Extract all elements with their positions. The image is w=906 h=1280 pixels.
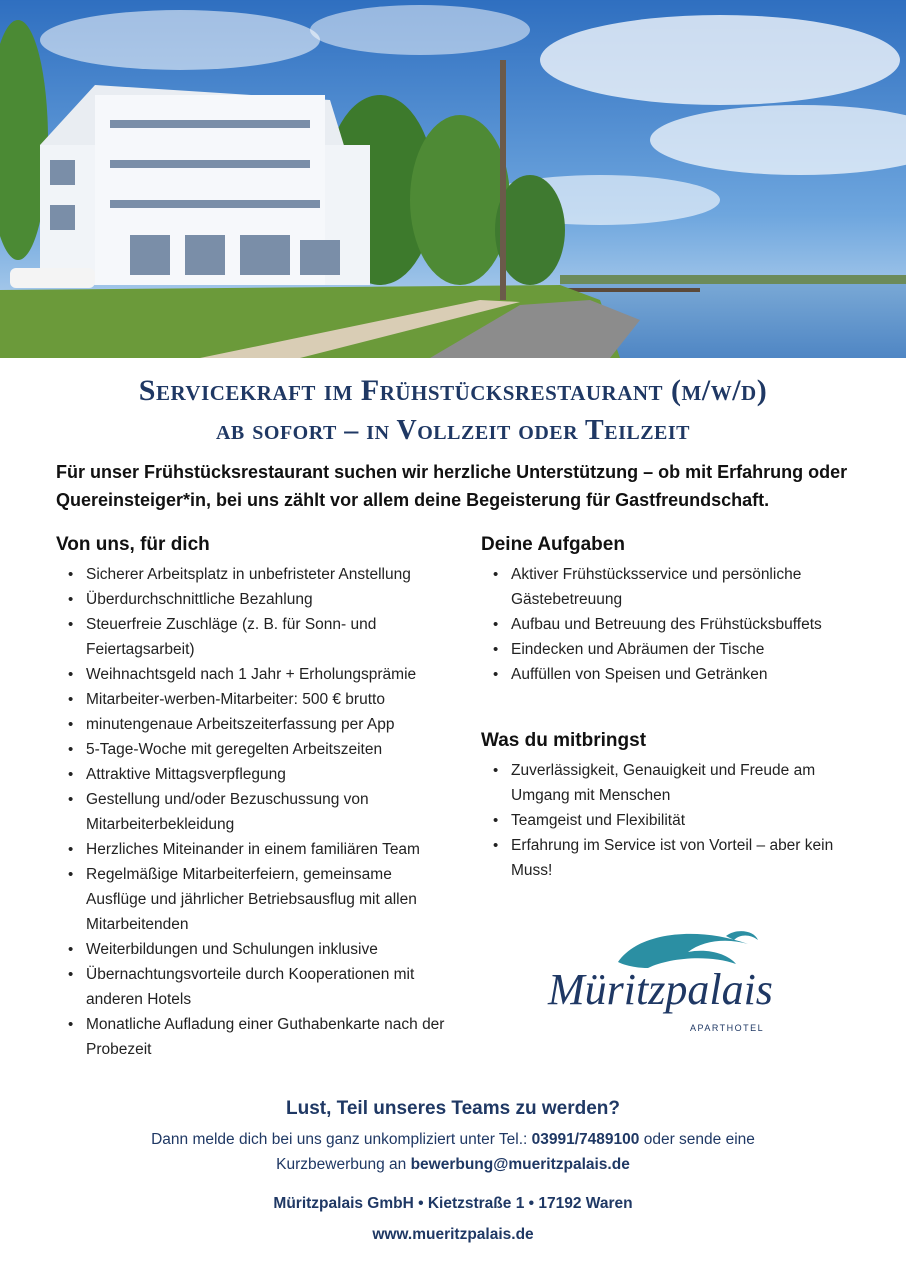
list-item: • Attraktive Mittagsverpflegung [56, 762, 451, 787]
website-link[interactable]: www.mueritzpalais.de [372, 1226, 534, 1243]
company-address: Müritzpalais GmbH • Kietzstraße 1 • 17192 Waren [273, 1195, 633, 1212]
list-item: • Gestellung und/oder Bezuschussung von Mitarbeiterbekleidung [56, 787, 451, 837]
benefits-heading: Von uns, für dich [56, 534, 210, 555]
benefits-list [56, 562, 451, 1062]
list-item: • Aufbau und Betreuung des Frühstücksbuffets [481, 612, 851, 637]
contact-mid: oder sende eine Kurzbewerbung an [276, 1131, 755, 1173]
list-item: • minutengenaue Arbeitszeiterfassung per App [56, 712, 451, 737]
contact-text [140, 1127, 766, 1177]
tasks-heading: Deine Aufgaben [481, 534, 625, 555]
list-item: • Mitarbeiter-werben-Mitarbeiter: 500 € brutto [56, 687, 451, 712]
company-logo [548, 928, 773, 1038]
tasks-list [481, 562, 851, 687]
requirements-list [481, 758, 851, 883]
phone-number[interactable]: 03991/7489100 [531, 1131, 640, 1148]
benefits-section [56, 532, 451, 1062]
list-item: • Auffüllen von Speisen und Getränken [481, 662, 851, 687]
hero-photo [0, 0, 906, 358]
requirements-section [481, 728, 851, 883]
requirements-heading: Was du mitbringst [481, 730, 647, 751]
contact-pre: Dann melde dich bei uns ganz unkompliziert unter Tel.: [151, 1131, 532, 1148]
intro-text: Für unser Frühstücksrestaurant suchen wir herzliche Unterstützung – ob mit Erfahrung oder Quereinsteiger*in, bei uns zählt vor allem deine Begeisterung für Gastfreundschaft. [56, 462, 848, 510]
job-title: Servicekraft im Frühstücksrestaurant (m/w/d) [138, 374, 768, 407]
list-item: • Steuerfreie Zuschläge (z. B. für Sonn- und Feiertagsarbeit) [56, 612, 451, 662]
list-item: • Eindecken und Abräumen der Tische [481, 637, 851, 662]
list-item: • Weiterbildungen und Schulungen inklusive [56, 937, 451, 962]
list-item: • Monatliche Aufladung einer Guthabenkarte nach der Probezeit [56, 1012, 451, 1062]
tasks-section [481, 532, 851, 687]
call-to-action: Lust, Teil unseres Teams zu werden? [286, 1098, 620, 1119]
list-item: • Überdurchschnittliche Bezahlung [56, 587, 451, 612]
list-item: • Sicherer Arbeitsplatz in unbefristeter Anstellung [56, 562, 451, 587]
list-item: • Erfahrung im Service ist von Vorteil – aber kein Muss! [481, 833, 851, 883]
list-item: • Aktiver Frühstücksservice und persönliche Gästebetreuung [481, 562, 851, 612]
list-item: • Teamgeist und Flexibilität [481, 808, 851, 833]
logo-wordmark: Müritzpalais [548, 965, 773, 1014]
list-item: • 5-Tage-Woche mit geregelten Arbeitszeiten [56, 737, 451, 762]
job-subtitle: ab sofort – in Vollzeit oder Teilzeit [215, 415, 690, 446]
email-link[interactable]: bewerbung@mueritzpalais.de [410, 1156, 630, 1173]
list-item: • Zuverlässigkeit, Genauigkeit und Freude am Umgang mit Menschen [481, 758, 851, 808]
hotel-lake-photo [0, 0, 906, 358]
list-item: • Weihnachtsgeld nach 1 Jahr + Erholungsprämie [56, 662, 451, 687]
logo-subtitle: APARTHOTEL [690, 1023, 765, 1033]
list-item: • Übernachtungsvorteile durch Kooperationen mit anderen Hotels [56, 962, 451, 1012]
list-item: • Herzliches Miteinander in einem familiären Team [56, 837, 451, 862]
list-item: • Regelmäßige Mitarbeiterfeiern, gemeinsame Ausflüge und jährlicher Betriebsausflug mit allen Mitarbeitenden [56, 862, 451, 937]
